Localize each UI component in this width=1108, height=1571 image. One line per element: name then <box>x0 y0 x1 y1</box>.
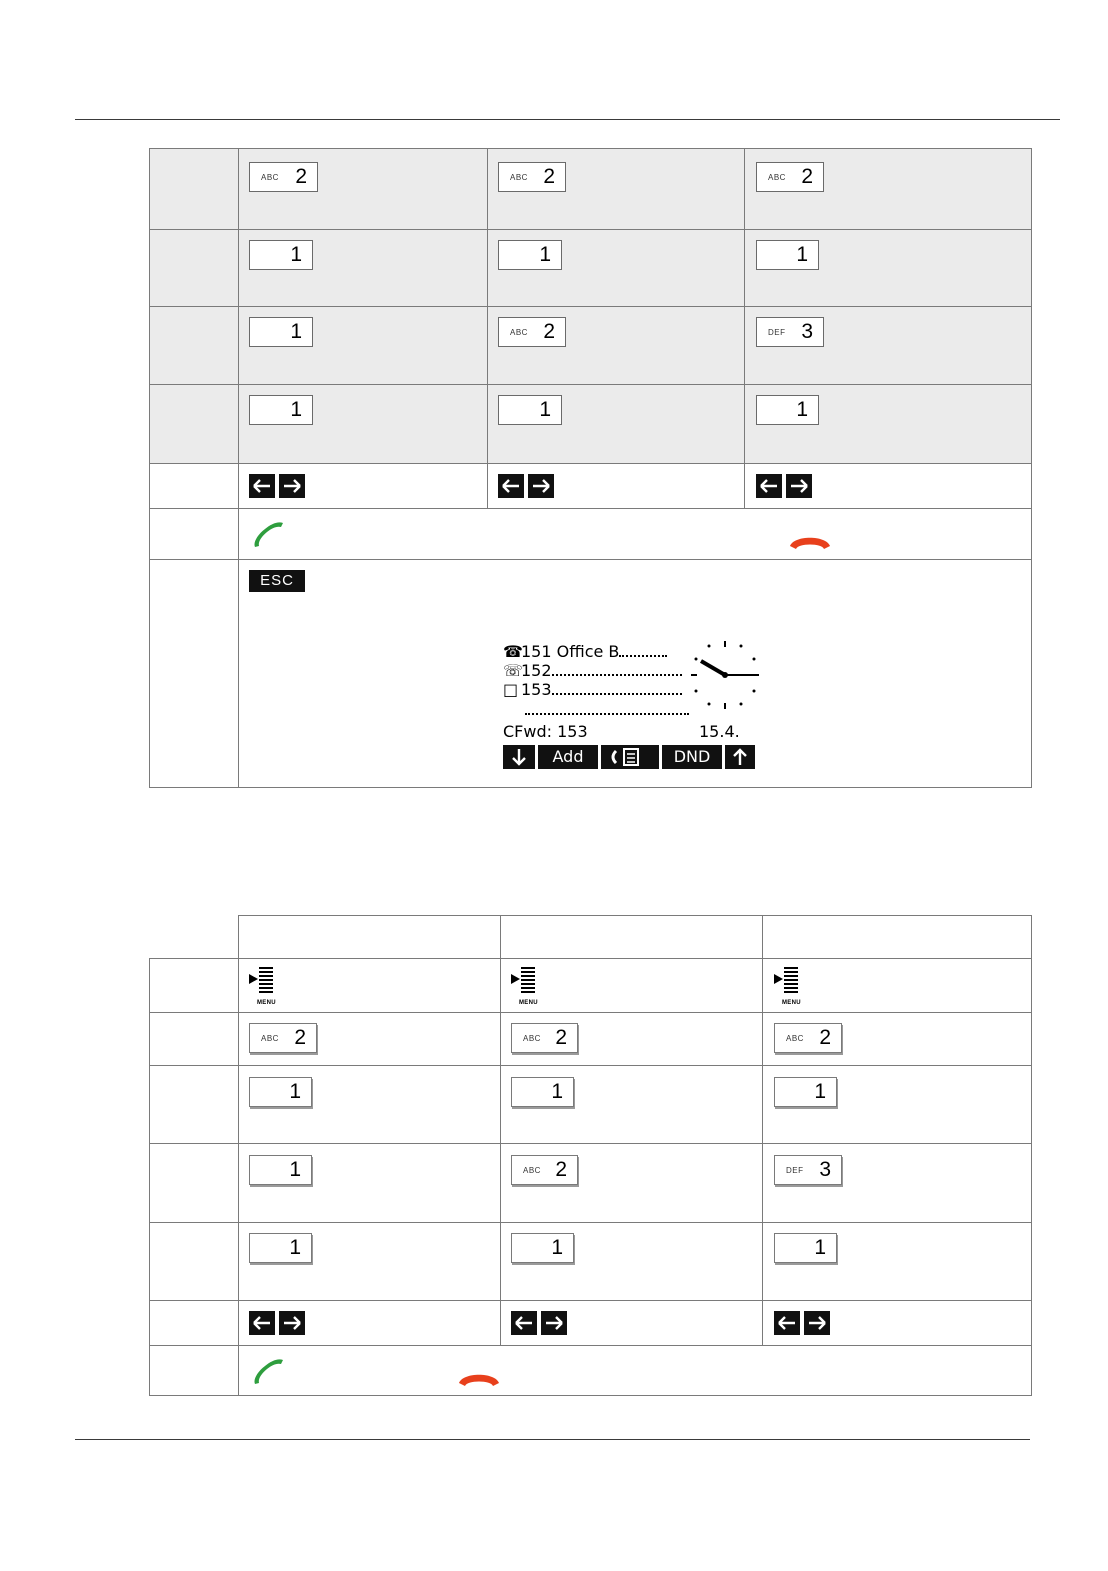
key-2[interactable]: ABC 2 <box>498 162 566 192</box>
phone-outline-icon: ☏ <box>503 661 524 680</box>
table-cell <box>239 1144 501 1223</box>
key-1[interactable]: 1 <box>756 395 819 425</box>
table-row <box>150 1066 1032 1144</box>
key-1[interactable]: 1 <box>511 1077 574 1107</box>
table-row <box>150 230 1032 307</box>
corner-cell <box>150 916 239 959</box>
row-label-cell <box>150 1066 239 1144</box>
menu-key-icon[interactable]: MENU <box>249 967 285 1011</box>
row-label-cell <box>150 560 239 788</box>
display-line-2: ☏152 <box>503 662 682 680</box>
arrow-keys <box>249 474 305 498</box>
table-row <box>150 1301 1032 1346</box>
arrow-keys <box>756 474 812 498</box>
table-cell <box>501 1301 763 1346</box>
row-label-cell <box>150 385 239 464</box>
arrow-right-icon[interactable] <box>786 474 812 498</box>
arrow-keys <box>774 1311 830 1335</box>
table-cell <box>763 1013 1032 1066</box>
arrow-right-icon[interactable] <box>279 1311 305 1335</box>
on-hook-handset-icon[interactable] <box>457 1366 501 1388</box>
table-cell <box>763 1144 1032 1223</box>
arrow-left-icon[interactable] <box>511 1311 537 1335</box>
table-row <box>150 149 1032 230</box>
square-outline-icon: □ <box>503 680 519 699</box>
table-row <box>150 464 1032 509</box>
table-row <box>150 959 1032 1013</box>
table-cell <box>763 959 1032 1013</box>
scroll-down-softkey[interactable] <box>503 745 535 769</box>
table-row <box>150 385 1032 464</box>
table-cell <box>239 1301 501 1346</box>
key-1[interactable]: 1 <box>249 1155 312 1185</box>
table-cell <box>239 464 488 509</box>
scroll-up-softkey[interactable] <box>725 745 755 769</box>
table-cell <box>763 1301 1032 1346</box>
key-2[interactable]: ABC 2 <box>756 162 824 192</box>
menu-key-icon[interactable]: MENU <box>511 967 547 1011</box>
arrow-keys <box>498 474 554 498</box>
row-label-cell <box>150 1144 239 1223</box>
table-row <box>150 307 1032 385</box>
key-1[interactable]: 1 <box>756 240 819 270</box>
arrow-left-icon[interactable] <box>756 474 782 498</box>
row-label-cell <box>150 230 239 307</box>
table-cell <box>501 1144 763 1223</box>
table-cell <box>488 385 745 464</box>
table-cell <box>501 1013 763 1066</box>
key-1[interactable]: 1 <box>249 240 313 270</box>
menu-key-icon[interactable]: MENU <box>774 967 810 1011</box>
arrow-left-icon[interactable] <box>498 474 524 498</box>
display-line-4 <box>525 701 689 719</box>
table-row <box>150 1346 1032 1396</box>
escape-key[interactable]: ESC <box>249 570 305 592</box>
table-cell <box>745 149 1032 230</box>
arrow-keys <box>511 1311 567 1335</box>
key-2[interactable]: ABC 2 <box>511 1155 578 1185</box>
table-cell <box>763 1223 1032 1301</box>
display-line-3: □ 153 <box>503 681 682 699</box>
table-cell <box>745 230 1032 307</box>
call-list-softkey[interactable] <box>601 745 659 769</box>
header-cell <box>501 916 763 959</box>
row-label-cell <box>150 1346 239 1396</box>
key-1[interactable]: 1 <box>498 240 562 270</box>
table-row <box>150 1013 1032 1066</box>
table-cell <box>239 1066 501 1144</box>
phone-display <box>503 637 765 771</box>
key-2[interactable]: ABC 2 <box>774 1023 842 1053</box>
table-cell <box>239 1223 501 1301</box>
key-1[interactable]: 1 <box>249 395 313 425</box>
key-3[interactable]: DEF 3 <box>756 317 824 347</box>
table-cell <box>239 959 501 1013</box>
key-2[interactable]: ABC 2 <box>249 162 318 192</box>
table-cell <box>745 385 1032 464</box>
key-1[interactable]: 1 <box>774 1233 837 1263</box>
table-cell <box>501 1223 763 1301</box>
table-row <box>150 1223 1032 1301</box>
key-1[interactable]: 1 <box>498 395 562 425</box>
arrow-right-icon[interactable] <box>541 1311 567 1335</box>
bottom-rule <box>75 1439 1030 1440</box>
arrow-right-icon[interactable] <box>804 1311 830 1335</box>
key-1[interactable]: 1 <box>249 1077 312 1107</box>
table-cell <box>239 385 488 464</box>
row-label-cell <box>150 464 239 509</box>
on-hook-handset-icon[interactable] <box>788 529 832 551</box>
table-cell <box>501 959 763 1013</box>
top-rule <box>75 119 1060 120</box>
key-3[interactable]: DEF 3 <box>774 1155 842 1185</box>
table-cell <box>239 1013 501 1066</box>
key-2[interactable]: ABC 2 <box>498 317 566 347</box>
table-cell <box>239 509 1032 560</box>
key-1[interactable]: 1 <box>511 1233 574 1263</box>
add-softkey[interactable]: Add <box>538 745 598 769</box>
key-1[interactable]: 1 <box>774 1077 837 1107</box>
table-cell <box>488 464 745 509</box>
header-cell <box>239 916 501 959</box>
clock-icon <box>689 639 761 711</box>
key-2[interactable]: ABC 2 <box>249 1023 317 1053</box>
row-label-cell <box>150 959 239 1013</box>
table-header-row <box>150 916 1032 959</box>
table-cell <box>239 1346 1032 1396</box>
table-cell <box>239 149 488 230</box>
off-hook-handset-icon[interactable] <box>251 519 287 551</box>
arrow-right-icon[interactable] <box>279 474 305 498</box>
table-cell <box>501 1066 763 1144</box>
table-cell <box>239 307 488 385</box>
softkey-bar <box>503 745 755 769</box>
key-sequence-table-2 <box>149 915 1032 1396</box>
row-label-cell <box>150 509 239 560</box>
arrow-left-icon[interactable] <box>249 474 275 498</box>
arrow-right-icon[interactable] <box>528 474 554 498</box>
key-1[interactable]: 1 <box>249 317 313 347</box>
row-label-cell <box>150 1223 239 1301</box>
row-label-cell <box>150 307 239 385</box>
dnd-softkey[interactable]: DND <box>662 745 722 769</box>
table-row <box>150 1144 1032 1223</box>
table-row <box>150 509 1032 560</box>
display-status-line: CFwd: 153 15.4. <box>503 722 740 741</box>
off-hook-handset-icon[interactable] <box>251 1356 287 1388</box>
display-line-1: ☎151 Office B <box>503 643 667 661</box>
table-cell <box>745 464 1032 509</box>
table-cell <box>488 149 745 230</box>
key-2[interactable]: ABC 2 <box>511 1023 578 1053</box>
table-cell <box>488 307 745 385</box>
row-label-cell <box>150 149 239 230</box>
arrow-left-icon[interactable] <box>249 1311 275 1335</box>
arrow-left-icon[interactable] <box>774 1311 800 1335</box>
phone-filled-icon: ☎ <box>503 642 523 661</box>
row-label-cell <box>150 1301 239 1346</box>
table-cell <box>763 1066 1032 1144</box>
header-cell <box>763 916 1032 959</box>
arrow-keys <box>249 1311 305 1335</box>
table-cell <box>488 230 745 307</box>
table-cell <box>745 307 1032 385</box>
row-label-cell <box>150 1013 239 1066</box>
key-1[interactable]: 1 <box>249 1233 312 1263</box>
table-cell <box>239 230 488 307</box>
